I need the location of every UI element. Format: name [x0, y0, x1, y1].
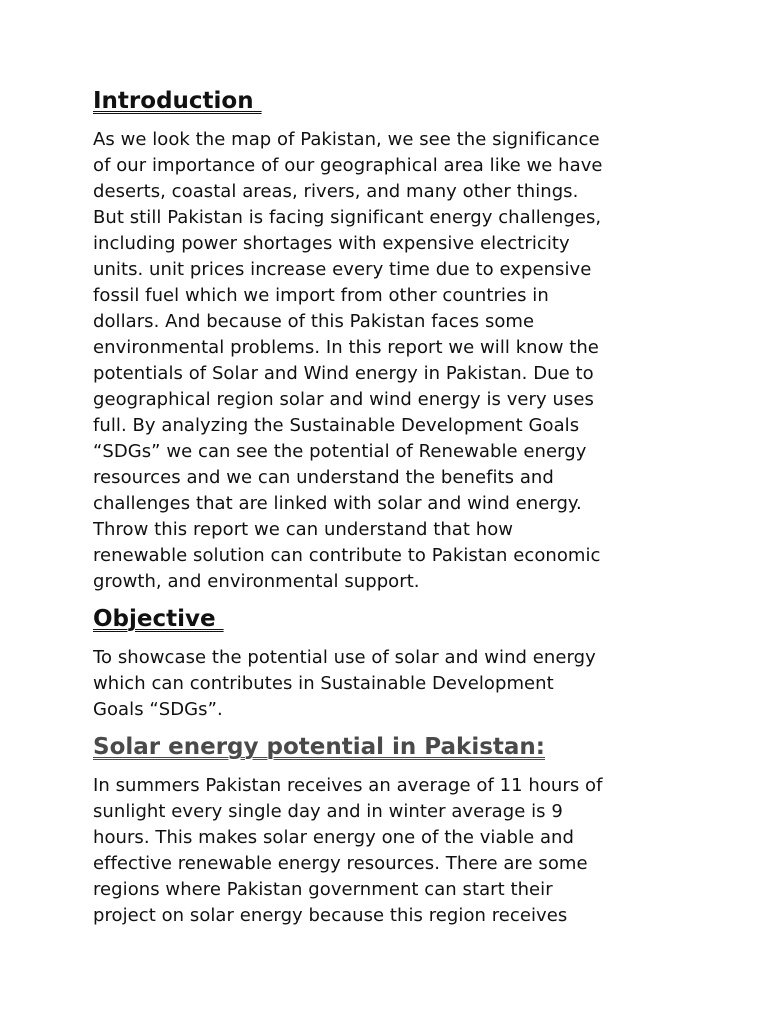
heading-text: Objective: [93, 606, 224, 632]
heading-text: Introduction: [93, 88, 262, 114]
section-heading-introduction: [93, 86, 693, 116]
heading-text: Solar energy potential in Pakistan:: [93, 734, 546, 760]
section-body-objective: To showcase the potential use of solar and wind energy which can contributes in Sustainable Development Goals “SDGs”.: [93, 647, 596, 720]
document-page: [93, 86, 693, 929]
section-body-solar-potential: In summers Pakistan receives an average of 11 hours of sunlight every single day and in winter average is 9 hours. This makes solar energy one of the viable and effective renewable energy resources. There are some regions where Pakistan government can start their project on solar energy because this region receives: [93, 775, 603, 926]
section-heading-solar-potential: [93, 732, 693, 762]
section-heading-objective: [93, 604, 693, 634]
section-body-introduction: As we look the map of Pakistan, we see the significance of our importance of our geographical area like we have deserts, coastal areas, rivers, and many other things. But still Pakistan is facing significant energy challenges, including power shortages with expensive electricity units. unit prices increase every time due to expensive fossil fuel which we import from other countries in dollars. And because of this Pakistan faces some environmental problems. In this report we will know the potentials of Solar and Wind energy in Pakistan. Due to geographical region solar and wind energy is very uses full. By analyzing the Sustainable Development Goals “SDGs” we can see the potential of Renewable energy resources and we can understand the benefits and challenges that are linked with solar and wind energy. Throw this report we can understand that how renewable solution can contribute to Pakistan economic growth, and environmental support.: [93, 129, 603, 592]
